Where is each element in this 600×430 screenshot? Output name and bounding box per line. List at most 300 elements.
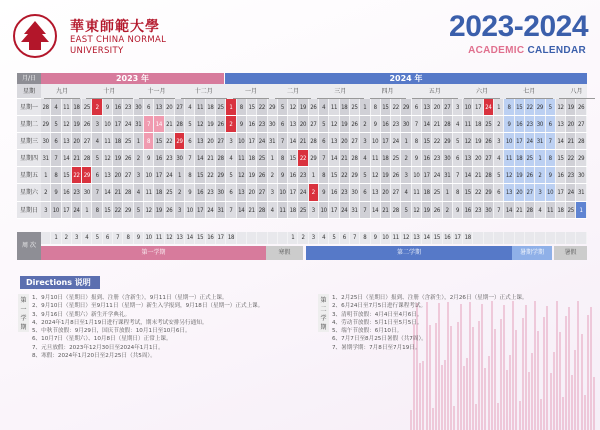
direction-item: 2、6月24日至7月5日进行课程考试。	[332, 303, 427, 310]
date-cell: 4	[535, 202, 545, 218]
date-cell: 17	[556, 184, 566, 200]
date-cell: 8	[504, 99, 514, 115]
date-cell: 10	[51, 202, 61, 218]
date-cell: 2	[175, 184, 185, 200]
date-cell: 30	[535, 116, 545, 132]
weekday-thu: 星期四	[17, 150, 41, 167]
date-cell: 26	[309, 99, 319, 115]
date-cell: 15	[62, 167, 72, 183]
date-cell: 22	[340, 167, 350, 183]
date-cell: 24	[566, 184, 576, 200]
month-label: 六月	[475, 88, 488, 95]
date-cell: 29	[443, 133, 453, 149]
week-number-cell	[237, 232, 247, 244]
date-cell: 21	[340, 150, 350, 166]
date-cell: 5	[401, 202, 411, 218]
summer-break-band: 暑假	[554, 246, 587, 260]
month-label: 九月	[55, 88, 68, 95]
date-cell: 3	[360, 133, 370, 149]
date-cell: 3	[134, 167, 144, 183]
date-cell: 20	[206, 133, 216, 149]
date-cell: 13	[154, 99, 164, 115]
date-cell: 13	[556, 116, 566, 132]
date-cell: 11	[195, 99, 205, 115]
semester-2-badge: 第二学期	[318, 294, 329, 332]
date-cell: 20	[113, 167, 123, 183]
decorative-bar	[422, 361, 424, 430]
decorative-bar	[550, 373, 552, 430]
month-label: 七月	[523, 88, 536, 95]
date-cell: 14	[329, 150, 339, 166]
date-cell: 25	[432, 184, 442, 200]
date-cell: 8	[412, 133, 422, 149]
date-cell: 7	[226, 202, 236, 218]
week-number-cell: 11	[391, 232, 401, 244]
week-number-cell: 2	[298, 232, 308, 244]
date-cell: 15	[329, 167, 339, 183]
date-cell: 5	[92, 150, 102, 166]
date-cell: 3	[401, 167, 411, 183]
date-cell: 31	[134, 116, 144, 132]
date-cell: 23	[165, 150, 175, 166]
date-cell: 23	[72, 184, 82, 200]
date-cell: 1	[82, 202, 92, 218]
date-cell: 27	[123, 167, 133, 183]
date-cell: 31	[576, 184, 586, 200]
decorative-bar	[488, 356, 490, 430]
date-cell: 13	[288, 116, 298, 132]
weekday-header: 星期	[17, 84, 41, 99]
date-cell: 23	[432, 150, 442, 166]
date-cell: 15	[381, 99, 391, 115]
date-cell: 21	[298, 133, 308, 149]
university-name-en	[70, 35, 166, 57]
week-number-cell: 6	[340, 232, 350, 244]
date-cell: 22	[525, 99, 535, 115]
date-cell: 13	[103, 167, 113, 183]
week-number-cell: 1	[51, 232, 61, 244]
date-cell: 26	[525, 167, 535, 183]
date-cell: 20	[381, 184, 391, 200]
date-cell: 3	[175, 202, 185, 218]
date-cell: 26	[82, 116, 92, 132]
date-cell: 26	[257, 167, 267, 183]
week-number-row	[41, 232, 587, 244]
date-cell: 27	[576, 116, 586, 132]
date-cell: 12	[504, 167, 514, 183]
date-cell: 7	[453, 167, 463, 183]
directions-title: Directions 说明	[20, 276, 100, 289]
date-cell: 9	[51, 184, 61, 200]
date-cell: 19	[381, 167, 391, 183]
date-row	[41, 167, 587, 184]
decorative-bar	[571, 375, 573, 430]
date-cell: 8	[237, 99, 247, 115]
date-cell: 19	[515, 167, 525, 183]
decorative-bar	[419, 363, 421, 430]
week-number-cell	[566, 232, 576, 244]
date-cell: 29	[175, 133, 185, 149]
date-cell: 6	[412, 99, 422, 115]
date-cell: 21	[165, 116, 175, 132]
date-cell: 12	[62, 116, 72, 132]
date-cell: 21	[473, 167, 483, 183]
date-cell: 22	[206, 167, 216, 183]
date-cell: 17	[62, 202, 72, 218]
direction-item: 7、暑期学期：7月8日至7月19日。	[332, 344, 421, 351]
date-cell: 24	[298, 184, 308, 200]
date-cell: 21	[113, 184, 123, 200]
date-cell: 17	[195, 202, 205, 218]
date-cell: 5	[494, 167, 504, 183]
month-label: 十一月	[147, 88, 166, 95]
week-number-cell: 17	[453, 232, 463, 244]
date-cell: 14	[556, 133, 566, 149]
week-number-cell: 16	[206, 232, 216, 244]
date-cell: 14	[504, 202, 514, 218]
date-cell: 28	[525, 202, 535, 218]
date-cell: 14	[103, 184, 113, 200]
date-cell: 28	[41, 99, 51, 115]
date-cell: 7	[144, 116, 154, 132]
date-cell: 9	[546, 167, 556, 183]
decorative-bar	[506, 370, 508, 430]
date-cell: 29	[535, 99, 545, 115]
weekday-sun: 星期日	[17, 202, 41, 219]
academic-calendar	[17, 73, 588, 267]
date-cell: 14	[288, 133, 298, 149]
direction-item: 5、中秋节放假：9月29日，国庆节放假：10月1日至10月6日。	[32, 328, 191, 335]
week-number-cell: 9	[134, 232, 144, 244]
date-cell: 10	[237, 133, 247, 149]
calendar-corner: 月/日	[17, 73, 41, 84]
date-cell: 25	[298, 202, 308, 218]
date-cell: 10	[185, 202, 195, 218]
date-cell: 25	[525, 150, 535, 166]
direction-item: 4、劳动节放假：5月1日至5月5日。	[332, 319, 423, 326]
date-cell: 12	[237, 167, 247, 183]
date-cell: 24	[123, 116, 133, 132]
date-cell: 30	[484, 202, 494, 218]
date-cell: 24	[340, 202, 350, 218]
date-cell: 3	[453, 99, 463, 115]
date-cell: 20	[340, 133, 350, 149]
date-cell: 7	[546, 133, 556, 149]
date-row	[41, 133, 587, 150]
date-cell: 25	[391, 150, 401, 166]
date-cell: 11	[237, 150, 247, 166]
date-cell: 20	[566, 116, 576, 132]
date-cell: 2	[268, 167, 278, 183]
week-number-cell: 12	[165, 232, 175, 244]
date-cell: 28	[82, 150, 92, 166]
university-name-en-line2: UNIVERSITY	[70, 46, 124, 56]
decorative-bar	[475, 404, 477, 430]
date-cell: 28	[216, 150, 226, 166]
decorative-bar	[593, 377, 595, 430]
week-number-cell: 5	[92, 232, 102, 244]
direction-item: 7、元旦放假：2023年12月30日至2024年1月1日。	[32, 344, 164, 351]
direction-item: 8、寒假：2024年1月20日至2月25日（共5周）。	[32, 353, 156, 360]
date-cell: 18	[340, 99, 350, 115]
date-cell: 4	[401, 184, 411, 200]
date-cell: 21	[206, 150, 216, 166]
date-cell: 14	[237, 202, 247, 218]
week-number-cell	[515, 232, 525, 244]
date-cell: 18	[72, 99, 82, 115]
date-cell: 31	[350, 202, 360, 218]
semester-2-band: 第二学期	[306, 246, 512, 260]
date-cell: 19	[298, 99, 308, 115]
week-number-cell: 8	[123, 232, 133, 244]
date-cell: 28	[123, 184, 133, 200]
decorative-bar	[562, 397, 564, 430]
date-cell: 2	[401, 150, 411, 166]
date-cell: 6	[226, 184, 236, 200]
date-cell: 26	[216, 116, 226, 132]
date-cell: 7	[185, 150, 195, 166]
month-label: 二月	[286, 88, 299, 95]
date-cell: 17	[515, 133, 525, 149]
date-cell: 30	[175, 150, 185, 166]
decorative-bar	[590, 307, 592, 430]
subtitle-academic: ACADEMIC	[468, 45, 525, 56]
date-cell: 19	[206, 116, 216, 132]
date-cell: 18	[556, 202, 566, 218]
date-cell: 12	[329, 116, 339, 132]
week-number-cell: 18	[463, 232, 473, 244]
date-cell: 31	[443, 167, 453, 183]
week-number-cell	[556, 232, 566, 244]
date-cell: 24	[165, 167, 175, 183]
decorative-bar	[519, 401, 521, 430]
date-cell: 21	[566, 133, 576, 149]
date-cell: 26	[350, 116, 360, 132]
date-cell: 15	[288, 150, 298, 166]
date-cell: 13	[504, 184, 514, 200]
directions-semester-1	[18, 294, 288, 360]
date-cell: 19	[422, 202, 432, 218]
month-label: 一月	[244, 88, 257, 95]
date-cell: 29	[401, 99, 411, 115]
direction-item: 3、9月16日（星期六）新生开学典礼。	[32, 311, 131, 318]
week-number-cell	[504, 232, 514, 244]
date-cell: 19	[113, 150, 123, 166]
date-cell: 16	[154, 150, 164, 166]
week-number-cell: 6	[103, 232, 113, 244]
date-cell: 8	[371, 99, 381, 115]
date-cell: 7	[319, 150, 329, 166]
date-cell: 22	[298, 150, 308, 166]
date-cell: 15	[515, 99, 525, 115]
academic-year: 2023-2024	[449, 10, 588, 43]
date-cell: 30	[350, 184, 360, 200]
date-cell: 12	[463, 133, 473, 149]
date-cell: 20	[298, 116, 308, 132]
weekday-fri: 星期五	[17, 167, 41, 184]
date-cell: 25	[350, 99, 360, 115]
date-cell: 30	[41, 133, 51, 149]
week-number-cell: 5	[329, 232, 339, 244]
date-cell: 27	[309, 116, 319, 132]
week-number-cell	[494, 232, 504, 244]
date-cell: 2	[360, 116, 370, 132]
week-number-cell	[484, 232, 494, 244]
week-number-cell	[576, 232, 586, 244]
date-cell: 29	[216, 167, 226, 183]
date-cell: 15	[154, 133, 164, 149]
date-cell: 26	[391, 167, 401, 183]
date-cell: 9	[144, 150, 154, 166]
date-cell: 7	[92, 184, 102, 200]
date-cell: 28	[350, 150, 360, 166]
date-cell: 1	[309, 167, 319, 183]
year-band-2023: 2023 年	[41, 73, 224, 84]
date-row	[41, 202, 587, 219]
date-cell: 29	[309, 150, 319, 166]
date-cell: 10	[144, 167, 154, 183]
date-cell: 20	[247, 184, 257, 200]
date-cell: 6	[360, 184, 370, 200]
date-cell: 29	[82, 167, 92, 183]
date-cell: 15	[195, 167, 205, 183]
date-cell: 20	[72, 133, 82, 149]
date-cell: 22	[113, 202, 123, 218]
date-cell: 5	[185, 116, 195, 132]
date-cell: 9	[185, 184, 195, 200]
date-cell: 18	[422, 184, 432, 200]
week-number-cell: 17	[216, 232, 226, 244]
date-grid	[41, 99, 587, 219]
date-cell: 5	[51, 116, 61, 132]
month-label: 十月	[103, 88, 116, 95]
date-cell: 12	[412, 202, 422, 218]
date-cell: 11	[329, 99, 339, 115]
week-number-cell: 10	[144, 232, 154, 244]
date-cell: 25	[82, 99, 92, 115]
date-cell: 23	[566, 167, 576, 183]
week-number-cell	[535, 232, 545, 244]
date-cell: 10	[278, 184, 288, 200]
week-number-cell: 15	[195, 232, 205, 244]
date-cell: 16	[288, 167, 298, 183]
date-cell: 3	[309, 202, 319, 218]
week-number-cell: 7	[113, 232, 123, 244]
date-cell: 15	[556, 150, 566, 166]
date-cell: 21	[381, 202, 391, 218]
date-cell: 13	[422, 99, 432, 115]
subtitle-calendar: CALENDAR	[527, 45, 586, 56]
date-cell: 2	[535, 167, 545, 183]
date-cell: 10	[546, 184, 556, 200]
decorative-bar	[540, 399, 542, 430]
date-cell: 27	[391, 184, 401, 200]
date-cell: 23	[525, 116, 535, 132]
calendar-subtitle	[468, 45, 586, 56]
direction-item: 5、端午节放假：6月10日。	[332, 328, 403, 335]
date-cell: 11	[463, 116, 473, 132]
date-cell: 9	[453, 202, 463, 218]
direction-item: 1、9月10日（星期日）报到、注册（含新生），9月11日（星期一）正式上课。	[32, 295, 228, 301]
decorative-bar	[584, 395, 586, 430]
date-cell: 6	[319, 133, 329, 149]
date-cell: 16	[422, 150, 432, 166]
date-cell: 13	[463, 150, 473, 166]
date-cell: 13	[62, 133, 72, 149]
date-cell: 31	[41, 150, 51, 166]
week-number-cell: 10	[381, 232, 391, 244]
date-cell: 1	[443, 184, 453, 200]
date-cell: 4	[51, 99, 61, 115]
date-cell: 31	[268, 133, 278, 149]
date-cell: 28	[576, 133, 586, 149]
date-cell: 25	[216, 99, 226, 115]
month-label: 五月	[428, 88, 441, 95]
date-cell: 26	[123, 150, 133, 166]
date-cell: 7	[412, 116, 422, 132]
date-cell: 16	[62, 184, 72, 200]
date-cell: 5	[226, 167, 236, 183]
decorative-bar	[444, 360, 446, 430]
date-cell: 23	[206, 184, 216, 200]
date-cell: 2	[92, 99, 102, 115]
date-cell: 14	[62, 150, 72, 166]
date-cell: 3	[226, 133, 236, 149]
date-cell: 9	[319, 184, 329, 200]
direction-item: 2、9月10日（星期日）至9月11日（星期一）新生入学报到，9月18日（星期一）正式上课。	[32, 303, 264, 310]
date-cell: 27	[443, 99, 453, 115]
semester-1-badge: 第一学期	[18, 294, 29, 332]
date-cell: 14	[422, 116, 432, 132]
week-number-cell: 16	[443, 232, 453, 244]
date-cell: 13	[329, 133, 339, 149]
date-cell: 19	[247, 167, 257, 183]
direction-item: 1、2月25日（星期日）报到、注册（含新生），2月26日（星期一）正式上课。	[332, 295, 528, 301]
date-cell: 27	[257, 184, 267, 200]
date-cell: 10	[319, 202, 329, 218]
weekday-sat: 星期六	[17, 184, 41, 201]
date-cell: 16	[556, 167, 566, 183]
decorative-bar	[410, 410, 412, 430]
week-number-label: 周 次	[17, 232, 41, 260]
date-cell: 11	[144, 184, 154, 200]
date-cell: 29	[484, 184, 494, 200]
date-cell: 1	[535, 150, 545, 166]
date-row	[41, 116, 587, 133]
date-cell: 8	[185, 167, 195, 183]
direction-item: 3、清明节放假：4月4日至4月6日。	[332, 311, 423, 318]
date-cell: 4	[92, 133, 102, 149]
date-cell: 20	[515, 184, 525, 200]
date-cell: 23	[473, 202, 483, 218]
decorative-bar	[574, 350, 576, 430]
date-cell: 7	[360, 202, 370, 218]
decorative-bar	[484, 368, 486, 430]
date-cell: 29	[350, 167, 360, 183]
date-cell: 18	[247, 150, 257, 166]
decorative-bar	[463, 366, 465, 430]
date-cell: 8	[278, 150, 288, 166]
date-cell: 28	[175, 116, 185, 132]
weekday-labels	[17, 84, 41, 219]
date-cell: 1	[175, 167, 185, 183]
date-cell: 19	[72, 116, 82, 132]
date-cell: 5	[453, 133, 463, 149]
date-cell: 2	[309, 184, 319, 200]
date-cell: 28	[391, 202, 401, 218]
date-cell: 30	[268, 116, 278, 132]
date-cell: 4	[494, 150, 504, 166]
